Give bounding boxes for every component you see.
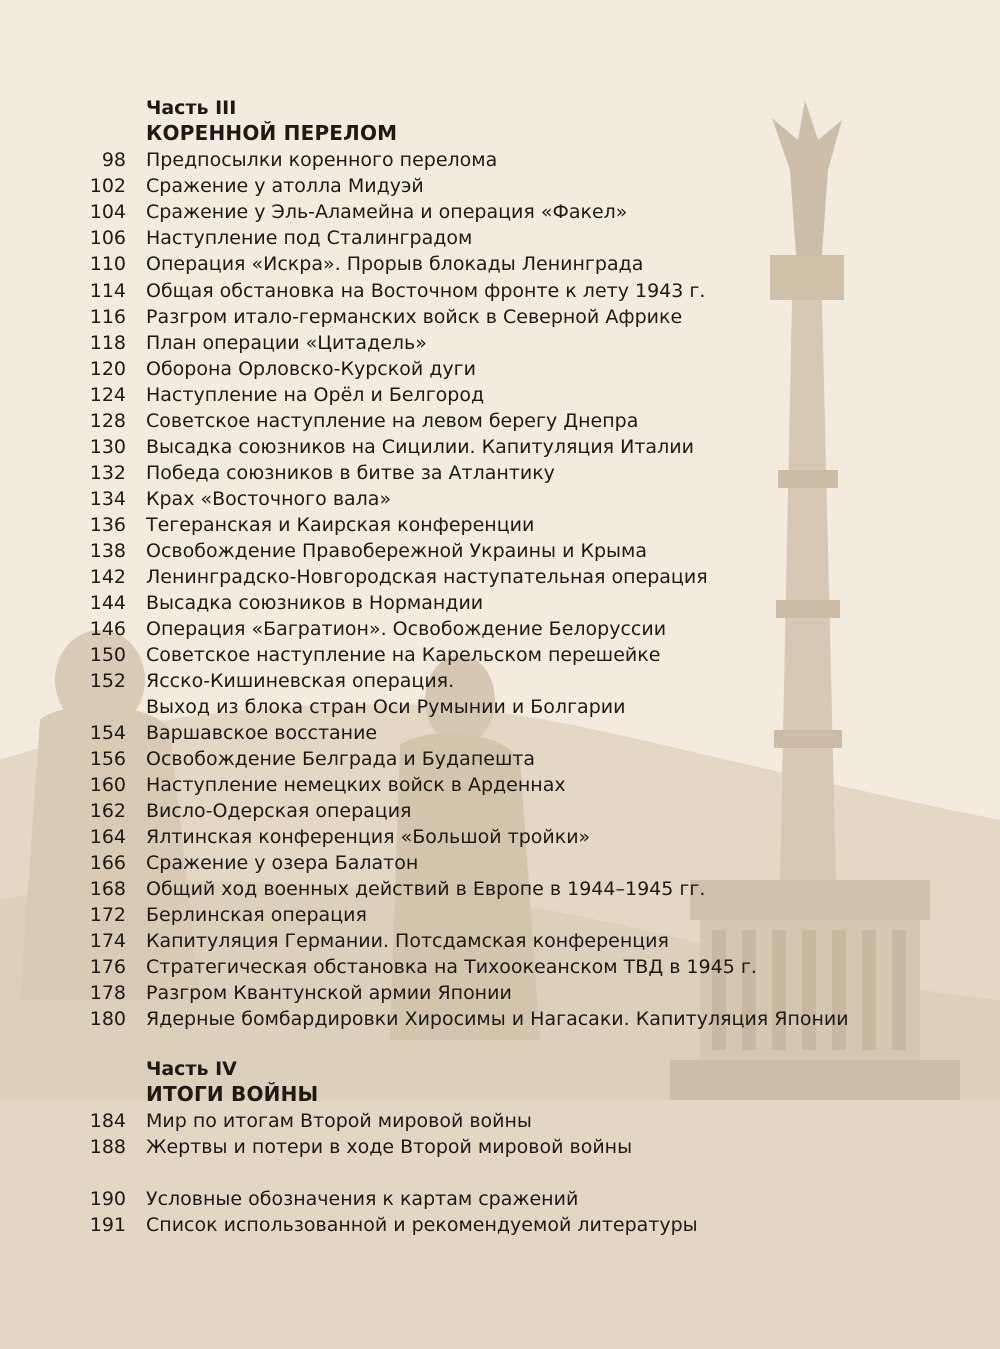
page-number: 120	[89, 358, 126, 380]
toc-row[interactable]	[0, 147, 1000, 173]
page-number: 174	[89, 930, 126, 952]
toc-row[interactable]	[0, 902, 1000, 928]
toc-row[interactable]	[0, 694, 1000, 720]
toc-row[interactable]	[0, 1186, 1000, 1212]
page-number: 116	[89, 306, 126, 328]
toc-row[interactable]	[0, 1134, 1000, 1160]
page-number: 98	[101, 149, 126, 171]
page-number: 134	[89, 488, 126, 510]
toc-row[interactable]	[0, 486, 1000, 512]
toc-entry-title: Советское наступление на левом берегу Днепра	[146, 410, 639, 432]
toc-row[interactable]	[0, 512, 1000, 538]
toc-entry-title: Висло-Одерская операция	[146, 800, 412, 822]
toc-entry-title: Наступление немецких войск в Арденнах	[146, 774, 566, 796]
toc-row[interactable]	[0, 356, 1000, 382]
page-number: 152	[89, 670, 126, 692]
page-number: 138	[89, 540, 126, 562]
toc-entry-title: Ялтинская конференция «Большой тройки»	[146, 826, 591, 848]
page-number: 160	[89, 774, 126, 796]
toc-row[interactable]	[0, 590, 1000, 616]
page-number: 156	[89, 748, 126, 770]
page-number: 168	[89, 878, 126, 900]
toc-row[interactable]	[0, 616, 1000, 642]
toc-entry-title: Сражение у озера Балатон	[146, 852, 419, 874]
page-number: 180	[89, 1008, 126, 1030]
page-number: 144	[89, 592, 126, 614]
toc-entry-title: Сражение у Эль-Аламейна и операция «Факел»	[146, 201, 628, 223]
page-number: 102	[89, 175, 126, 197]
toc-row[interactable]	[0, 251, 1000, 277]
toc-row[interactable]	[0, 278, 1000, 304]
toc-entry-title: Сражение у атолла Мидуэй	[146, 175, 424, 197]
toc-row[interactable]	[0, 434, 1000, 460]
page-number: 178	[89, 982, 126, 1004]
toc-entry-title: Список использованной и рекомендуемой литературы	[146, 1214, 698, 1236]
toc-entry-title: Высадка союзников в Нормандии	[146, 592, 484, 614]
page-number: 172	[89, 904, 126, 926]
page-number: 104	[89, 201, 126, 223]
part-3-label: Часть III	[146, 97, 237, 119]
toc-row[interactable]	[0, 876, 1000, 902]
page-number: 130	[89, 436, 126, 458]
toc-entry-title: Предпосылки коренного перелома	[146, 149, 498, 171]
page-number: 136	[89, 514, 126, 536]
page-number: 190	[89, 1188, 126, 1210]
toc-entry-title: Ясско-Кишиневская операция.	[146, 670, 455, 692]
part-3-title: КОРЕННОЙ ПЕРЕЛОМ	[146, 121, 398, 145]
toc-entry-title: Капитуляция Германии. Потсдамская конференция	[146, 930, 669, 952]
toc-row[interactable]	[0, 173, 1000, 199]
part-4-title: ИТОГИ ВОЙНЫ	[146, 1082, 319, 1106]
toc-row[interactable]	[0, 954, 1000, 980]
toc-entry-title: Наступление под Сталинградом	[146, 227, 473, 249]
toc-entry-title: Операция «Искра». Прорыв блокады Ленинграда	[146, 253, 644, 275]
toc-row[interactable]	[0, 225, 1000, 251]
toc-row[interactable]	[0, 304, 1000, 330]
toc-entry-title: Жертвы и потери в ходе Второй мировой войны	[146, 1136, 633, 1158]
toc-row[interactable]	[0, 798, 1000, 824]
page-number: 142	[89, 566, 126, 588]
toc-entry-title: План операции «Цитадель»	[146, 332, 427, 354]
page-number: 106	[89, 227, 126, 249]
toc-row[interactable]	[0, 642, 1000, 668]
toc-row[interactable]	[0, 746, 1000, 772]
part-4-label: Часть IV	[146, 1058, 237, 1080]
page-number: 114	[89, 280, 126, 302]
toc-entry-title: Высадка союзников на Сицилии. Капитуляция Италии	[146, 436, 694, 458]
page-number: 166	[89, 852, 126, 874]
toc-entry-title: Крах «Восточного вала»	[146, 488, 392, 510]
toc-entry-title: Советское наступление на Карельском перешейке	[146, 644, 661, 666]
toc-row[interactable]	[0, 1212, 1000, 1238]
page-number: 176	[89, 956, 126, 978]
toc-row[interactable]	[0, 668, 1000, 694]
page-number: 124	[89, 384, 126, 406]
toc-row[interactable]	[0, 1006, 1000, 1032]
toc-entry-title: Разгром Квантунской армии Японии	[146, 982, 512, 1004]
page-number: 164	[89, 826, 126, 848]
toc-row[interactable]	[0, 460, 1000, 486]
toc-row[interactable]	[0, 928, 1000, 954]
toc-entry-title: Стратегическая обстановка на Тихоокеанском ТВД в 1945 г.	[146, 956, 757, 978]
toc-entry-title: Операция «Багратион». Освобождение Белоруссии	[146, 618, 667, 640]
page-number: 184	[89, 1110, 126, 1132]
toc-entry-title: Берлинская операция	[146, 904, 367, 926]
page-number: 162	[89, 800, 126, 822]
toc-entry-title: Оборона Орловско-Курской дуги	[146, 358, 476, 380]
page-number: 191	[89, 1214, 126, 1236]
toc-entry-title: Выход из блока стран Оси Румынии и Болгарии	[146, 696, 626, 718]
toc-entry-title: Варшавское восстание	[146, 722, 378, 744]
toc-entry-title: Мир по итогам Второй мировой войны	[146, 1110, 532, 1132]
toc-row[interactable]	[0, 850, 1000, 876]
toc-row[interactable]	[0, 1108, 1000, 1134]
toc-entry-title: Тегеранская и Каирская конференции	[146, 514, 535, 536]
toc-row[interactable]	[0, 980, 1000, 1006]
toc-entry-title: Освобождение Правобережной Украины и Крыма	[146, 540, 648, 562]
toc-entry-title: Освобождение Белграда и Будапешта	[146, 748, 536, 770]
toc-entry-title: Условные обозначения к картам сражений	[146, 1188, 579, 1210]
toc-row[interactable]	[0, 720, 1000, 746]
page-number: 110	[89, 253, 126, 275]
page-number: 154	[89, 722, 126, 744]
toc-entry-title: Ленинградско-Новгородская наступательная операция	[146, 566, 708, 588]
toc-row[interactable]	[0, 199, 1000, 225]
toc-row[interactable]	[0, 824, 1000, 850]
toc-row[interactable]	[0, 538, 1000, 564]
page-number: 188	[89, 1136, 126, 1158]
toc-entry-title: Ядерные бомбардировки Хиросимы и Нагасаки. Капитуляция Японии	[146, 1008, 849, 1030]
toc-row[interactable]	[0, 408, 1000, 434]
page-number: 132	[89, 462, 126, 484]
toc-row[interactable]	[0, 564, 1000, 590]
toc-row[interactable]	[0, 772, 1000, 798]
toc-row[interactable]	[0, 382, 1000, 408]
toc-entry-title: Разгром итало-германских войск в Северной Африке	[146, 306, 683, 328]
page-number: 146	[89, 618, 126, 640]
toc-row[interactable]	[0, 330, 1000, 356]
toc-entry-title: Общий ход военных действий в Европе в 1944–1945 гг.	[146, 878, 706, 900]
page-number: 118	[89, 332, 126, 354]
toc-entry-title: Общая обстановка на Восточном фронте к лету 1943 г.	[146, 280, 706, 302]
toc-entry-title: Победа союзников в битве за Атлантику	[146, 462, 555, 484]
toc-entry-title: Наступление на Орёл и Белгород	[146, 384, 485, 406]
page-number: 150	[89, 644, 126, 666]
page-number: 128	[89, 410, 126, 432]
